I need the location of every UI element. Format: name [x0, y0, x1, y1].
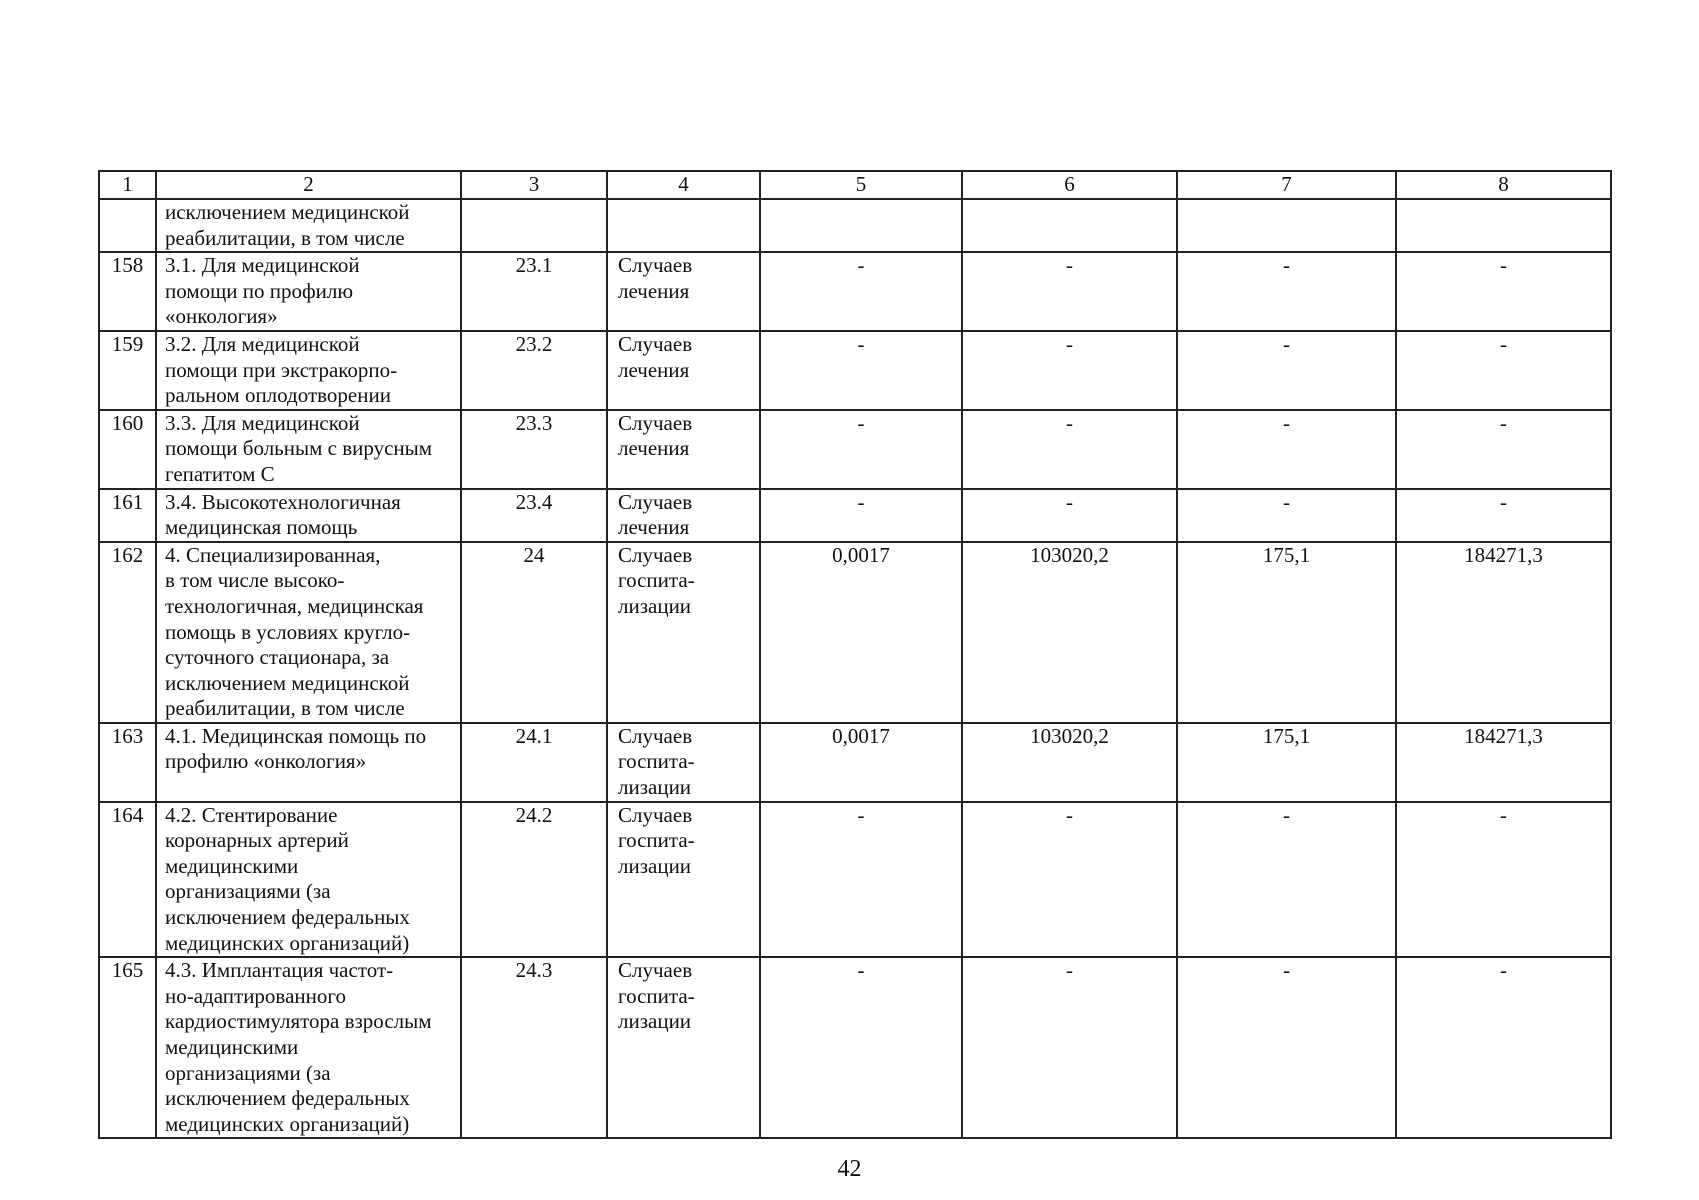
name-line: помощи по профилю	[165, 278, 354, 303]
name-cell	[156, 802, 461, 958]
table-row	[99, 723, 1611, 802]
name-line: реабилитации, в том числе	[165, 696, 405, 721]
value-cell	[962, 199, 1177, 252]
name-line: 4.2. Стентирование	[165, 802, 338, 827]
unit-cell	[607, 489, 760, 542]
value-cell: 184271,3	[1396, 723, 1611, 802]
name-line: 4.3. Имплантация частот-	[165, 958, 394, 983]
unit-cell	[607, 542, 760, 723]
unit-cell	[607, 252, 760, 331]
value-cell: -	[760, 802, 962, 958]
value-cell: 175,1	[1177, 542, 1396, 723]
value-cell: -	[962, 802, 1177, 958]
code-cell	[461, 199, 607, 252]
name-line: медицинских организаций)	[165, 1111, 410, 1136]
table-row	[99, 957, 1611, 1138]
row-number-cell: 159	[99, 331, 156, 410]
value-cell: 0,0017	[760, 723, 962, 802]
unit-line: лечения	[618, 515, 690, 540]
value-cell: -	[760, 252, 962, 331]
name-line: медицинская помощь	[165, 515, 358, 540]
value-cell: -	[1177, 252, 1396, 331]
code-cell: 24.1	[461, 723, 607, 802]
header-cell: 2	[156, 171, 461, 199]
value-cell: -	[1396, 252, 1611, 331]
value-cell	[760, 199, 962, 252]
unit-line: Случаев	[618, 489, 693, 514]
value-cell: -	[962, 252, 1177, 331]
header-cell: 8	[1396, 171, 1611, 199]
value-cell: -	[760, 410, 962, 489]
code-cell: 24	[461, 542, 607, 723]
name-cell	[156, 331, 461, 410]
unit-cell	[607, 199, 760, 252]
name-line: организациями (за	[165, 1060, 331, 1085]
name-line: суточного стационара, за	[165, 645, 390, 670]
value-cell: -	[1396, 331, 1611, 410]
row-number-cell: 161	[99, 489, 156, 542]
unit-line: Случаев	[618, 253, 693, 278]
value-cell: -	[760, 489, 962, 542]
name-line: исключением медицинской	[165, 670, 410, 695]
page-number: 42	[837, 1156, 862, 1182]
unit-cell	[607, 723, 760, 802]
value-cell: -	[962, 957, 1177, 1138]
unit-line: лизации	[618, 775, 692, 800]
unit-line: Случаев	[618, 542, 693, 567]
value-cell: -	[962, 410, 1177, 489]
row-number-cell: 162	[99, 542, 156, 723]
value-cell: -	[1177, 957, 1396, 1138]
name-line: 3.3. Для медицинской	[165, 410, 360, 435]
name-line: кардиостимулятора взрослым	[165, 1009, 432, 1034]
table-row	[99, 331, 1611, 410]
value-cell: -	[760, 957, 962, 1138]
header-cell: 4	[607, 171, 760, 199]
row-number-cell: 158	[99, 252, 156, 331]
code-cell: 23.1	[461, 252, 607, 331]
value-cell: -	[760, 331, 962, 410]
value-cell: -	[1177, 489, 1396, 542]
name-line: «онкология»	[165, 304, 278, 329]
name-line: 4.1. Медицинская помощь по	[165, 723, 427, 748]
unit-cell	[607, 957, 760, 1138]
header-row	[99, 171, 1611, 199]
name-line: 3.2. Для медицинской	[165, 331, 360, 356]
name-line: исключением федеральных	[165, 905, 410, 930]
unit-line: госпита-	[618, 828, 695, 853]
value-cell: 0,0017	[760, 542, 962, 723]
row-number-cell	[99, 199, 156, 252]
unit-line: Случаев	[618, 331, 693, 356]
name-line: исключением медицинской	[165, 200, 410, 224]
value-cell: -	[1396, 489, 1611, 542]
name-line: медицинскими	[165, 1035, 299, 1059]
name-line: но-адаптированного	[165, 983, 346, 1008]
name-line: помощи при экстракорпо-	[165, 357, 398, 382]
value-cell: 103020,2	[962, 542, 1177, 723]
value-cell	[1396, 199, 1611, 252]
value-cell: -	[1177, 802, 1396, 958]
name-cell	[156, 723, 461, 802]
unit-line: Случаев	[618, 802, 693, 827]
unit-line: госпита-	[618, 983, 695, 1008]
header-cell: 7	[1177, 171, 1396, 199]
unit-cell	[607, 331, 760, 410]
unit-line: лечения	[618, 436, 690, 461]
name-line: медицинских организаций)	[165, 930, 410, 955]
code-cell: 24.2	[461, 802, 607, 958]
unit-line: госпита-	[618, 749, 695, 774]
header-cell: 5	[760, 171, 962, 199]
name-line: профилю «онкология»	[165, 749, 367, 774]
code-cell: 23.2	[461, 331, 607, 410]
unit-line: лизации	[618, 593, 692, 618]
value-cell: 184271,3	[1396, 542, 1611, 723]
table-row	[99, 542, 1611, 723]
unit-line: Случаев	[618, 410, 693, 435]
name-cell	[156, 252, 461, 331]
code-cell: 24.3	[461, 957, 607, 1138]
header-cell: 1	[99, 171, 156, 199]
name-line: помощи больным с вирусным	[165, 436, 433, 461]
table-row	[99, 410, 1611, 489]
value-cell: -	[1396, 957, 1611, 1138]
header-cell: 6	[962, 171, 1177, 199]
continuation-row	[99, 199, 1611, 252]
name-line: 4. Специализированная,	[165, 542, 381, 567]
unit-line: лизации	[618, 1009, 692, 1034]
unit-line: госпита-	[618, 568, 695, 593]
value-cell: -	[962, 489, 1177, 542]
value-cell: -	[1396, 802, 1611, 958]
name-line: технологичная, медицинская	[165, 593, 424, 618]
value-cell	[1177, 199, 1396, 252]
code-cell: 23.4	[461, 489, 607, 542]
row-number-cell: 164	[99, 802, 156, 958]
name-cell	[156, 489, 461, 542]
value-cell: -	[1177, 331, 1396, 410]
data-table-container	[98, 170, 1610, 1139]
name-line: медицинскими	[165, 853, 299, 878]
unit-line: лечения	[618, 278, 690, 303]
name-line: коронарных артерий	[165, 828, 349, 853]
value-cell: 175,1	[1177, 723, 1396, 802]
name-cell	[156, 542, 461, 723]
name-line: помощь в условиях кругло-	[165, 619, 411, 644]
header-cell: 3	[461, 171, 607, 199]
name-line: исключением федеральных	[165, 1086, 410, 1111]
name-line: реабилитации, в том числе	[165, 225, 405, 250]
name-line: в том числе высоко-	[165, 568, 345, 593]
value-cell: 103020,2	[962, 723, 1177, 802]
table-row	[99, 802, 1611, 958]
name-cell	[156, 199, 461, 252]
unit-cell	[607, 410, 760, 489]
value-cell: -	[962, 331, 1177, 410]
name-line: 3.1. Для медицинской	[165, 253, 360, 278]
value-cell: -	[1396, 410, 1611, 489]
unit-line: лизации	[618, 853, 692, 878]
unit-line: Случаев	[618, 958, 693, 983]
row-number-cell: 165	[99, 957, 156, 1138]
unit-cell	[607, 802, 760, 958]
name-line: организациями (за	[165, 879, 331, 904]
name-line: 3.4. Высокотехнологичная	[165, 489, 401, 514]
value-cell: -	[1177, 410, 1396, 489]
unit-line: лечения	[618, 357, 690, 382]
table-row	[99, 489, 1611, 542]
table-row	[99, 252, 1611, 331]
code-cell: 23.3	[461, 410, 607, 489]
data-table	[98, 170, 1612, 1139]
unit-line: Случаев	[618, 723, 693, 748]
name-cell	[156, 957, 461, 1138]
name-cell	[156, 410, 461, 489]
row-number-cell: 160	[99, 410, 156, 489]
name-line: гепатитом С	[165, 461, 275, 486]
row-number-cell: 163	[99, 723, 156, 802]
name-line: ральном оплодотворении	[165, 383, 391, 408]
